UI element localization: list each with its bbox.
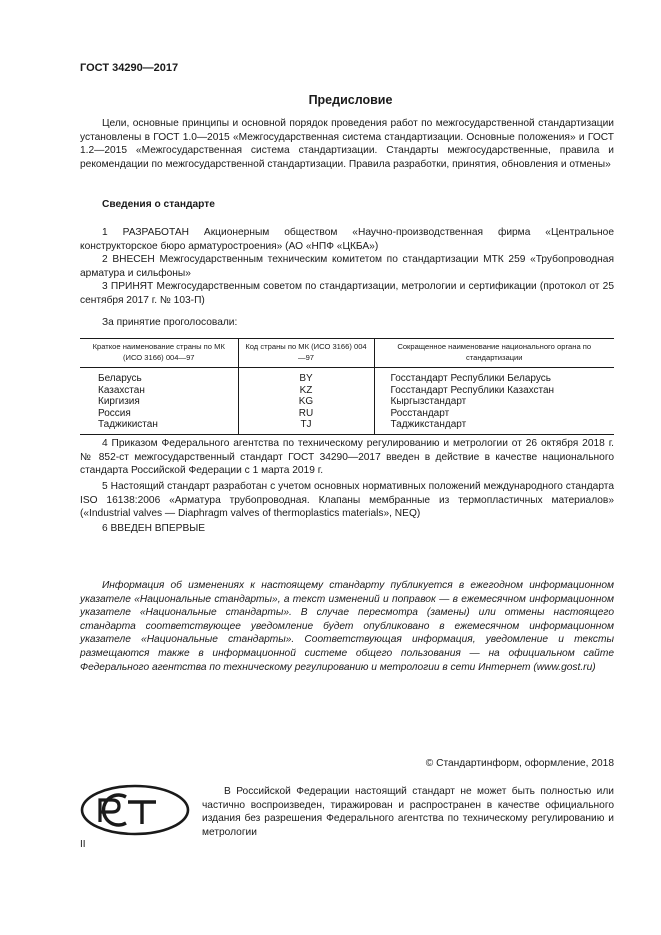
column-header-country: Краткое наименование страны по МК (ИСО 3166) 004—97 — [80, 339, 238, 368]
voting-table — [80, 338, 614, 435]
country-cell: Киргизия — [98, 396, 140, 408]
column-header-body: Сокращенное наименование национального органа по стандартизации — [374, 339, 614, 368]
table-header-row — [80, 339, 614, 368]
item-adopted: 3 ПРИНЯТ Межгосударственным советом по стандартизации, метрологии и сертификации (протокол от 25 сентября 2017 г. № 103-П) — [80, 281, 614, 306]
table-row — [80, 408, 614, 420]
item-first-introduced: 6 ВВЕДЕН ВПЕРВЫЕ — [102, 523, 206, 534]
voted-label: За принятие проголосовали: — [102, 317, 238, 328]
table-row — [80, 385, 614, 397]
code-cell: RU — [238, 408, 374, 420]
legal-notice: В Российской Федерации настоящий стандарт не может быть полностью или частично воспроизведен, тиражирован и распространен в качестве официального издания без разрешения Федерального агентства по техническому регулированию и метрологии — [202, 786, 614, 838]
body-cell: Госстандарт Республики Беларусь — [390, 373, 551, 384]
body-cell: Росстандарт — [390, 407, 450, 419]
table-row — [80, 368, 614, 385]
standard-info-heading: Сведения о стандарте — [102, 199, 215, 210]
document-code: ГОСТ 34290—2017 — [80, 62, 179, 74]
code-cell: KZ — [238, 385, 374, 397]
code-cell: KG — [238, 396, 374, 408]
pct-certification-mark-icon — [80, 784, 190, 841]
body-cell: Таджикстандарт — [390, 419, 467, 431]
country-cell: Беларусь — [98, 373, 142, 384]
item-introduced: 2 ВНЕСЕН Межгосударственным техническим комитетом по стандартизации МТК 259 «Трубопроводная арматура и сильфоны» — [80, 254, 614, 279]
code-cell: TJ — [238, 419, 374, 434]
table-row — [80, 419, 614, 434]
body-cell: Госстандарт Республики Казахстан — [390, 384, 555, 396]
changes-information-notice: Информация об изменениях к настоящему стандарту публикуется в ежегодном информационном указателе «Национальные стандарты», а текст изменений и поправок — в ежемесячном информационном указателе «Национальные стандарты». В случае пересмотра (замены) или отмены настоящего стандарта соответствующее уведомление будет опубликовано в ежемесячном информационном указателе «Национальные стандарты». Соответствующая информация, уведомление и тексты размещаются также в информационной системе общего пользования — на официальном сайте Федерального агентства по техническому регулированию и метрологии в сети Интернет (www.gost.ru) — [80, 580, 614, 673]
item-developed: 1 РАЗРАБОТАН Акционерным обществом «Научно-производственная фирма «Центральное конструкторское бюро арматуростроения» (АО «НПФ «ЦКБА») — [80, 227, 614, 252]
copyright-line: © Стандартинформ, оформление, 2018 — [425, 758, 614, 769]
body-cell: Кыргызстандарт — [390, 396, 467, 408]
country-cell: Таджикистан — [98, 419, 158, 431]
page-title: Предисловие — [308, 93, 393, 107]
page-number: II — [80, 839, 86, 850]
intro-paragraph: Цели, основные принципы и основной порядок проведения работ по межгосударственной стандартизации установлены в ГОСТ 1.0—2015 «Межгосударственная система стандартизации. Основные положения» и ГОСТ 1.2—2015 «Межгосударственная система стандартизации. Стандарты межгосударственные, правила и рекомендации по межгосударственной стандартизации. Правила разработки, принятия, обновления и отмены» — [80, 118, 614, 170]
table-row — [80, 396, 614, 408]
item-basis: 5 Настоящий стандарт разработан с учетом основных нормативных положений международного стандарта ISO 16138:2006 «Арматура трубопроводная. Клапаны мембранные из термопластичных материалов» («Industrial valves — Diaphragm valves of thermoplastics materials», NEQ) — [80, 481, 614, 520]
country-cell: Россия — [98, 407, 131, 419]
country-cell: Казахстан — [98, 384, 145, 396]
code-cell: BY — [238, 368, 374, 385]
column-header-code: Код страны по МК (ИСО 3166) 004—97 — [238, 339, 374, 368]
item-enacted: 4 Приказом Федерального агентства по техническому регулированию и метрологии от 26 октября 2018 г. № 852-ст межгосударственный стандарт ГОСТ 34290—2017 введен в действие в качестве национального стандарта Российской Федерации с 1 марта 2019 г. — [80, 438, 614, 477]
